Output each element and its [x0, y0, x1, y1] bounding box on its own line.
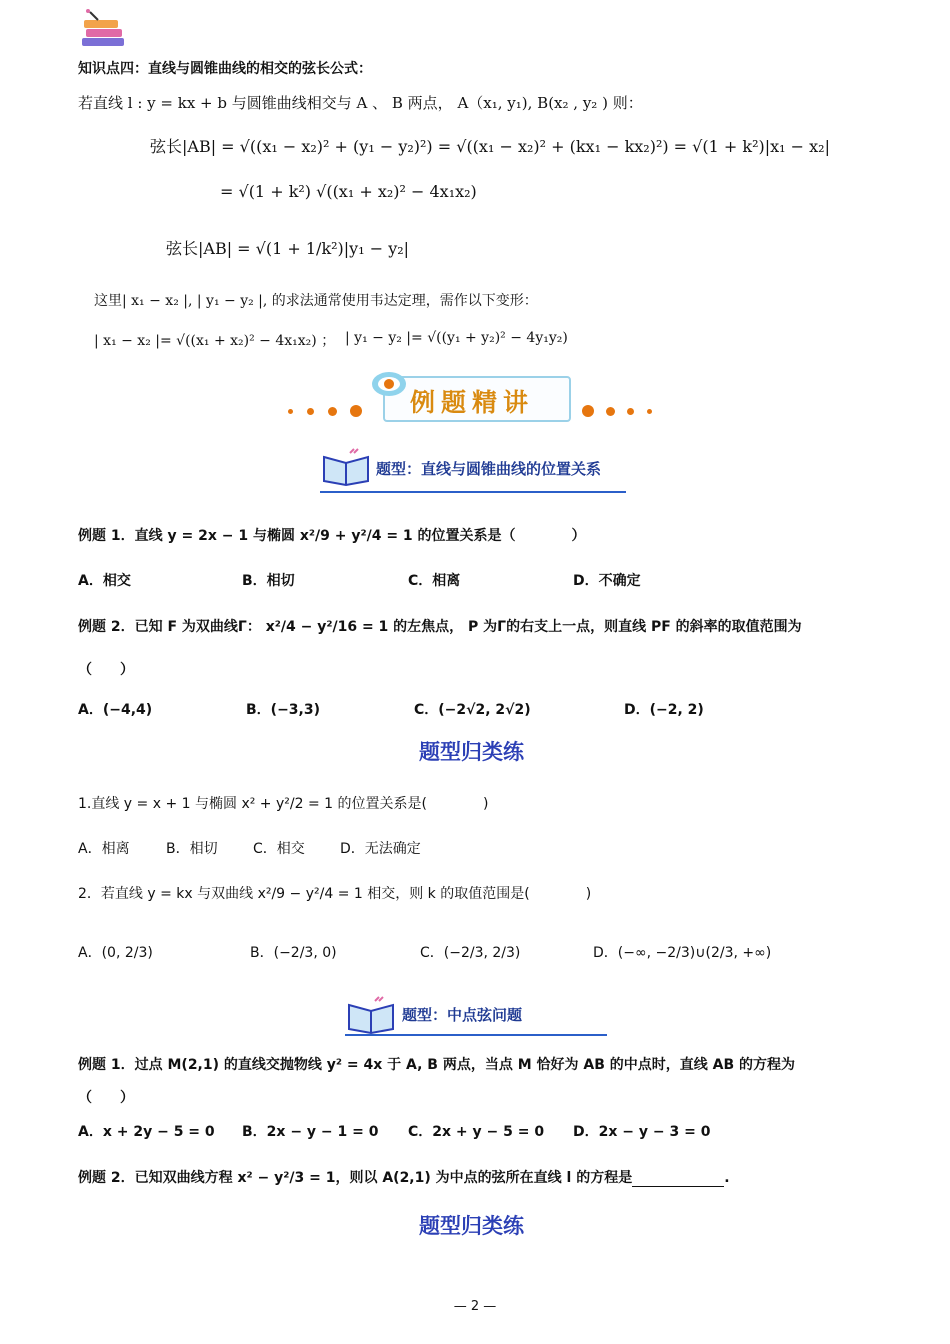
- eye-icon: [370, 369, 408, 399]
- question-type-title: 题型：直线与圆锥曲线的位置关系: [376, 460, 602, 478]
- practice-question-stem: 1.直线 y = x + 1 与椭圆 x² + y²/2 = 1 的位置关系是( ): [78, 796, 489, 812]
- option-b: B．(−2/3, 0): [250, 945, 337, 961]
- practice-title: 题型归类练: [419, 1214, 524, 1238]
- option-b: B．2x − y − 1 = 0: [242, 1124, 379, 1140]
- formula-chord-length-1: 弦长|AB| = √((x₁ − x₂)² + (y₁ − y₂)²) = √((x₁ − x₂)² + (kx₁ − kx₂)²) = √(1 + k²)|x₁ − x₂|: [150, 137, 830, 156]
- intro-line: 若直线 l : y = kx + b 与圆锥曲线相交与 A 、 B 两点， A（x₁, y₁), B(x₂ , y₂ ) 则：: [78, 94, 643, 112]
- banner-dot: [582, 405, 594, 417]
- answer-blank[interactable]: [632, 1172, 724, 1187]
- example-question-stem: [78, 1167, 730, 1187]
- transform-x: | x₁ − x₂ |= √((x₁ + x₂)² − 4x₁x₂) ；: [94, 333, 336, 349]
- example-question-stem: 例题 1．过点 M(2,1) 的直线交抛物线 y² = 4x 于 A, B 两点，当点 M 恰好为 AB 的中点时，直线 AB 的方程为: [78, 1057, 796, 1073]
- option-a: A．(0, 2/3): [78, 945, 153, 961]
- banner-title: 例题精讲: [410, 388, 535, 417]
- banner-dot: [606, 407, 615, 416]
- example-question-stem: 例题 2．已知 F 为双曲线Γ： x²/4 − y²/16 = 1 的左焦点， P 为Γ的右支上一点，则直线 PF 的斜率的取值范围为: [78, 619, 802, 635]
- option-a: A．相交: [78, 573, 131, 589]
- banner-dot: [307, 408, 314, 415]
- question-type-underline: [320, 491, 626, 493]
- option-d: D．无法确定: [340, 841, 421, 857]
- example-question-stem-cont: （ ）: [78, 1090, 134, 1106]
- banner-dot: [647, 409, 652, 414]
- page-number: — 2 —: [453, 1299, 497, 1314]
- option-c: C．(−2/3, 2/3): [420, 945, 521, 961]
- option-a: A．x + 2y − 5 = 0: [78, 1124, 215, 1140]
- option-d: D．不确定: [573, 573, 641, 589]
- option-b: B．相切: [242, 573, 295, 589]
- transform-y: | y₁ − y₂ |= √((y₁ + y₂)² − 4y₁y₂): [345, 330, 568, 346]
- example-question-stem-cont: （ ）: [78, 662, 134, 678]
- open-book-icon: [345, 995, 397, 1035]
- example-question-stem-text: 例题 2．已知双曲线方程 x² − y²/3 = 1，则以 A(2,1) 为中点的弦所在直线 l 的方程是: [78, 1170, 633, 1186]
- option-c: C．(−2√2, 2√2): [414, 702, 531, 718]
- formula-chord-length-3: 弦长|AB| = √(1 + 1/k²)|y₁ − y₂|: [166, 239, 410, 258]
- question-type-title: 题型：中点弦问题: [402, 1006, 523, 1024]
- transform-note: 这里| x₁ − x₂ |, | y₁ − y₂ |, 的求法通常使用韦达定理，需作以下变形：: [94, 293, 538, 309]
- banner-dot: [350, 405, 362, 417]
- option-c: C．相离: [408, 573, 461, 589]
- banner-dot: [288, 409, 293, 414]
- option-c: C．2x + y − 5 = 0: [408, 1124, 545, 1140]
- open-book-icon: [320, 447, 372, 487]
- stem-period: .: [724, 1170, 730, 1186]
- practice-title: 题型归类练: [419, 740, 524, 764]
- books-logo-icon: [78, 8, 128, 50]
- option-b: B．相切: [166, 841, 218, 857]
- option-c: C．相交: [253, 841, 305, 857]
- formula-chord-length-2: = √(1 + k²) √((x₁ + x₂)² − 4x₁x₂): [220, 182, 477, 201]
- banner-dot: [627, 408, 634, 415]
- example-question-stem: 例题 1．直线 y = 2x − 1 与椭圆 x²/9 + y²/4 = 1 的位置关系是（ ）: [78, 528, 586, 544]
- option-a: A．(−4,4): [78, 702, 153, 718]
- banner-dot: [328, 407, 337, 416]
- option-d: D．(−∞, −2/3)∪(2/3, +∞): [593, 945, 772, 961]
- option-d: D．(−2, 2): [624, 702, 704, 718]
- option-b: B．(−3,3): [246, 702, 320, 718]
- option-a: A．相离: [78, 841, 130, 857]
- practice-question-stem: 2．若直线 y = kx 与双曲线 x²/9 − y²/4 = 1 相交，则 k 的取值范围是( ): [78, 886, 592, 902]
- section-heading: 知识点四：直线与圆锥曲线的相交的弦长公式：: [78, 61, 372, 77]
- question-type-underline: [345, 1034, 607, 1036]
- option-d: D．2x − y − 3 = 0: [573, 1124, 711, 1140]
